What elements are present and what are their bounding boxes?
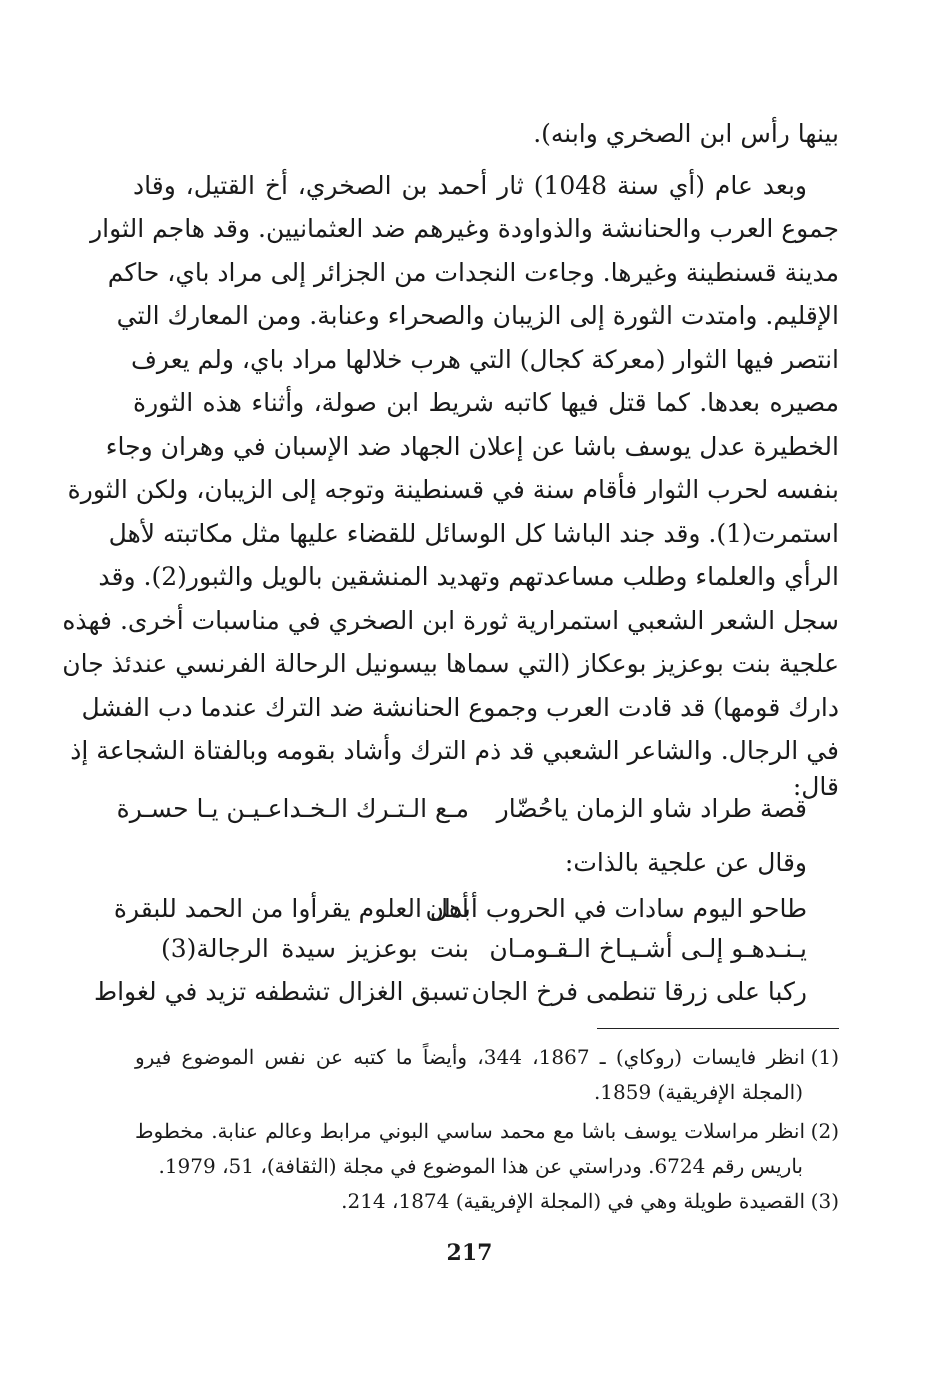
footnote-1 xyxy=(135,1040,839,1075)
verse-3-left: بنت بوعزيز سيدة الرجالة(3) xyxy=(161,934,469,963)
body-line-15: في الرجال. والشاعر الشعبي قد ذم الترك وأشاد بقومه وبالفتاة الشجاعة إذ xyxy=(70,736,839,765)
footnote-3 xyxy=(135,1184,839,1219)
body-line-7: مصيره بعدها. كما قتل فيها كاتبه شريط ابن صولة، وأثناء هذه الثورة xyxy=(133,388,839,417)
body-line-5: الإقليم. وامتدت الثورة إلى الزيبان والصحراء وعنابة. ومن المعارك التي xyxy=(116,301,839,330)
body-line-3: جموع العرب والحنانشة والذواودة وغيرهم ضد العثمانيين. وقد هاجم الثوار xyxy=(90,214,839,243)
body-line-6: انتصر فيها الثوار (معركة كجال) التي هرب خلالها مراد باي، ولم يعرف xyxy=(130,345,839,374)
verse-1-right: قصة طراد شاو الزمان ياحُضّار xyxy=(496,794,807,823)
body-line-10: استمرت(1). وقد جند الباشا كل الوسائل للقضاء عليها مثل مكاتبته لأهل xyxy=(108,519,839,548)
footnote-1-line-2: (المجلة الإفريقية) 1859. xyxy=(593,1080,803,1104)
footnote-1-number: (1) xyxy=(810,1045,839,1069)
footnote-2-line-2: باريس رقم 6724. ودراستي عن هذا الموضوع في مجلة (الثقافة)، 51، 1979. xyxy=(158,1154,803,1178)
body-line-14: دارك قومها) قد قادت العرب وجموع الحنانشة ضد الترك عندما دب الفشل xyxy=(81,693,839,722)
footnote-2-number: (2) xyxy=(810,1119,839,1143)
footnote-3-line-1: القصيدة طويلة وهي في (المجلة الإفريقية) 1874، 214. xyxy=(341,1189,805,1213)
verse-4-left: تسبق الغزال تشطفه تزيد في لغواط xyxy=(93,977,469,1006)
body-line-12: سجل الشعر الشعبي استمرارية ثورة ابن الصخري في مناسبات أخرى. فهذه xyxy=(62,606,839,635)
page-number: 217 xyxy=(446,1240,493,1266)
verse-2-left: أهل العلوم يقرأوا من الحمد للبقرة xyxy=(113,894,469,923)
verse-3-right: يـنـدهـو إلـى أشـيـاخ الـقـومـان xyxy=(489,934,807,963)
footnote-2 xyxy=(135,1114,839,1149)
body-line-11: الرأي والعلماء وطلب مساعدتهم وتهديد المنشقين بالويل والثبور(2). وقد xyxy=(98,562,839,591)
body-line-8: الخطيرة عدل يوسف باشا عن إعلان الجهاد ضد الإسبان في وهران وجاء xyxy=(105,432,839,461)
footnote-1-line-1: انظر فايسات (روكاي) ـ 1867، 344، وأيضاً ما كتبه عن نفس الموضوع فيرو xyxy=(135,1045,806,1069)
verse-2-right: طاحو اليوم سادات في الحروب أبدان xyxy=(425,894,807,923)
body-line-4: مدينة قسنطينة وغيرها. وجاءت النجدات من الجزائر إلى مراد باي، حاكم xyxy=(107,258,839,287)
footnote-separator xyxy=(597,1028,839,1029)
verse-intro: وقال عن علجية بالذات: xyxy=(564,848,807,877)
footnote-3-number: (3) xyxy=(810,1189,839,1213)
footnote-2-line-1: انظر مراسلات يوسف باشا مع محمد ساسي البوني مرابط وعالم عنابة. مخطوط xyxy=(135,1119,805,1143)
verse-1-left: مـع الـتـرك الـخـداعـيـن يـا حسـرة xyxy=(116,794,469,823)
body-line-1: بينها رأس ابن الصخري وابنه). xyxy=(533,119,839,148)
verse-4-right: ركبا على زرقا تنطمى فرخ الجان xyxy=(471,977,807,1006)
body-line-13: علجية بنت بوعزيز بوعكاز (التي سماها بيسونيل الرحالة الفرنسي عندئذ جان xyxy=(62,649,839,678)
body-line-2: وبعد عام (أي سنة 1048) ثار أحمد بن الصخري، أخ القتيل، وقاد xyxy=(133,171,807,200)
body-line-9: بنفسه لحرب الثوار فأقام سنة في قسنطينة وتوجه إلى الزيبان، ولكن الثورة xyxy=(67,475,839,504)
body-line-16: قال: xyxy=(792,772,839,801)
